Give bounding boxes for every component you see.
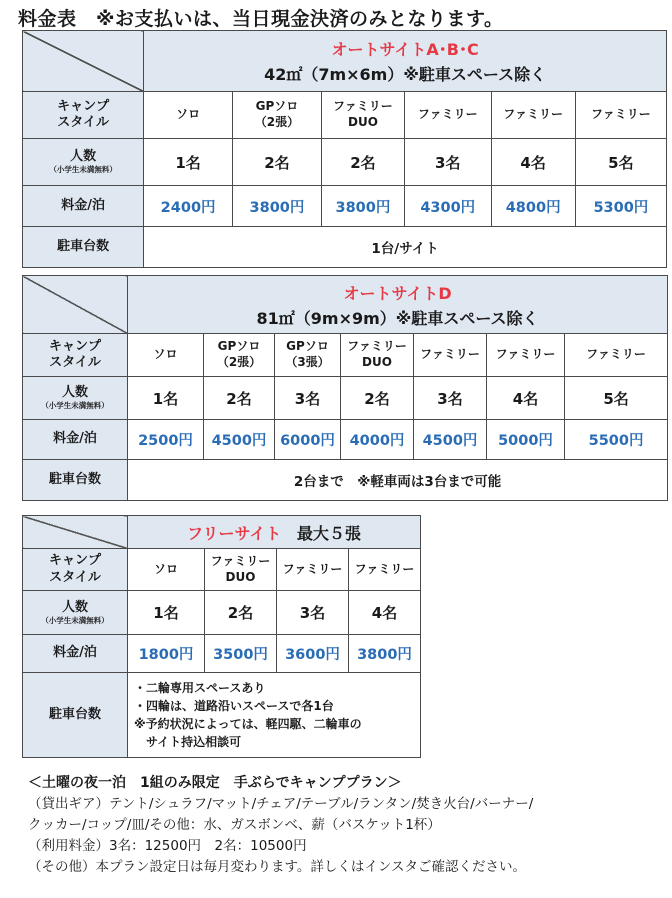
price-cell: 4300円 [404,186,491,227]
diagonal-corner-cell [23,31,144,92]
parking-label: 駐車台数 [23,673,128,758]
camp-style-cell: ファミリー DUO [205,549,277,591]
people-label: 人数 （小学生未満無料） [23,591,128,635]
people-count-cell: 4名 [487,377,565,420]
fee-table-auto-site-d [22,275,668,501]
camp-style-cell: ファミリー [491,92,575,139]
price-cell: 2500円 [128,420,204,460]
price-cell: 3800円 [321,186,404,227]
price-cell: 5500円 [565,420,668,460]
people-count-cell: 5名 [575,139,666,186]
fee-label: 料金/泊 [23,186,144,227]
camp-style-cell: ファミリー [277,549,349,591]
site-name: オートサイトD [343,283,452,303]
people-count-cell: 3名 [404,139,491,186]
price-cell: 4500円 [204,420,275,460]
site-size: 81㎡（9m×9m）※駐車スペース除く [256,308,539,328]
people-count-cell: 2名 [341,377,414,420]
people-label: 人数 （小学生未満無料） [23,377,128,420]
price-cell: 4000円 [341,420,414,460]
people-count-cell: 3名 [277,591,349,635]
plan-gear-line: （貸出ギア）テント/シュラフ/マット/チェア/テーブル/ランタン/焚き火台/バーナー/ [28,796,534,812]
fee-label: 料金/泊 [23,635,128,673]
price-cell: 3500円 [205,635,277,673]
price-cell: 3600円 [277,635,349,673]
plan-other-line: （その他）本プラン設定日は毎月変わります。詳しくはインスタご確認ください。 [28,859,527,875]
site-name: フリーサイト [187,523,282,543]
price-cell: 4800円 [491,186,575,227]
camp-style-cell: ソロ [128,334,204,377]
camp-style-cell: ファミリー [565,334,668,377]
price-cell: 3800円 [233,186,322,227]
site-note: 最大５張 [296,523,361,543]
parking-value: 2台まで ※軽車両は3台まで可能 [128,460,668,501]
camp-style-label: キャンプ スタイル [23,334,128,377]
price-cell: 3800円 [349,635,421,673]
parking-value: 1台/サイト [144,227,667,268]
people-count-cell: 2名 [204,377,275,420]
camp-style-label: キャンプ スタイル [23,92,144,139]
price-cell: 2400円 [144,186,233,227]
people-count-cell: 3名 [275,377,341,420]
camp-style-cell: GPソロ （2張） [233,92,322,139]
site-header [144,31,667,92]
people-count-cell: 1名 [144,139,233,186]
people-count-cell: 4名 [491,139,575,186]
diagonal-corner-cell [23,516,128,549]
diagonal-corner-cell [23,276,128,334]
camp-style-cell: ソロ [144,92,233,139]
plan-title: ＜土曜の夜一泊 1組のみ限定 手ぶらでキャンププラン＞ [28,775,402,791]
camp-style-cell: ファミリー [349,549,421,591]
site-name: オートサイトA･B･C [331,40,479,59]
camp-style-cell: ファミリー [487,334,565,377]
camp-style-cell: ファミリー [575,92,666,139]
site-header [128,276,668,334]
people-count-cell: 3名 [414,377,487,420]
people-label: 人数 （小学生未満無料） [23,139,144,186]
people-count-cell: 2名 [205,591,277,635]
price-cell: 4500円 [414,420,487,460]
fee-table-free-site [22,515,421,758]
people-count-cell: 5名 [565,377,668,420]
page-title: 料金表 ※お支払いは、当日現金決済のみとなります。 [18,8,504,30]
people-count-cell: 2名 [321,139,404,186]
people-count-cell: 4名 [349,591,421,635]
price-cell: 5000円 [487,420,565,460]
camp-style-cell: ファミリー [414,334,487,377]
plan-gear-line-2: クッカー/コップ/皿/その他：水、ガスボンベ、薪（バスケット1杯） [28,817,441,833]
parking-label: 駐車台数 [23,460,128,501]
people-count-cell: 1名 [128,377,204,420]
price-cell: 6000円 [275,420,341,460]
parking-label: 駐車台数 [23,227,144,268]
price-cell: 1800円 [128,635,205,673]
camp-style-label: キャンプ スタイル [23,549,128,591]
camp-style-cell: GPソロ （3張） [275,334,341,377]
hands-free-camp-plan [28,773,533,878]
camp-style-cell: ファミリー DUO [321,92,404,139]
people-count-cell: 2名 [233,139,322,186]
camp-style-cell: ファミリー DUO [341,334,414,377]
parking-notes: ・二輪専用スペースあり ・四輪は、道路沿いスペースで各1台 ※予約状況によっては、軽四駆、二輪車の サイト持込相談可 [128,673,421,758]
camp-style-cell: ファミリー [404,92,491,139]
fee-label: 料金/泊 [23,420,128,460]
people-count-cell: 1名 [128,591,205,635]
site-header [128,516,421,549]
camp-style-cell: ソロ [128,549,205,591]
fee-table-auto-site-abc [22,30,667,268]
site-size: 42㎡（7m×6m）※駐車スペース除く [264,65,547,84]
camp-style-cell: GPソロ （2張） [204,334,275,377]
price-cell: 5300円 [575,186,666,227]
plan-price-line: （利用料金）3名：12500円 2名：10500円 [28,838,307,854]
